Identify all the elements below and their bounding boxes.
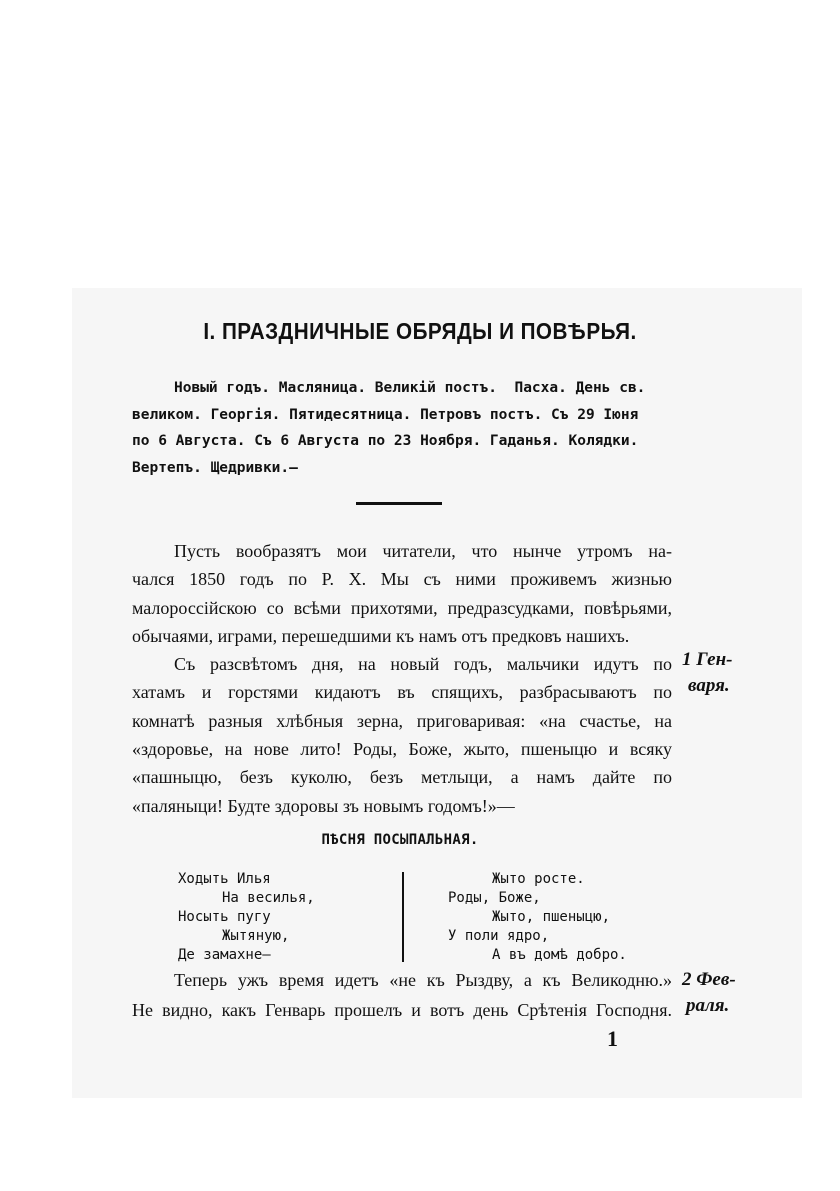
section-divider-rule	[356, 502, 442, 505]
body-paragraphs	[132, 537, 672, 820]
song-line: Ходыть Илья	[178, 871, 271, 887]
margin-note-february	[682, 967, 736, 1019]
summary-line: Новый годъ. Масляница. Великій постъ. Пасха. День св.	[174, 380, 646, 396]
song-line: Носыть пугу	[178, 909, 271, 925]
body-line: комнатѣ разныя хлѣбныя зерна, приговаривая: «на счастье, на	[132, 710, 672, 731]
song-title: ПѢСНЯ ПОСЫПАЛЬНАЯ.	[321, 832, 479, 848]
summary-line: великом. Георгія. Пятидесятница. Петровъ постъ. Съ 29 Іюня	[132, 406, 639, 423]
margin-note-line: 1 Ген-	[682, 649, 733, 670]
body-line: Пусть вообразятъ мои читатели, что нынче утромъ на-	[174, 541, 672, 561]
song-line: Жыто, пшеныцю,	[492, 909, 611, 925]
body-line: Не видно, какъ Генварь прошелъ и вотъ день Срѣтенія Господня.	[132, 1000, 672, 1020]
song-right-column	[448, 870, 627, 965]
song-left-column	[178, 870, 315, 965]
body-line: чался 1850 годъ по Р. Х. Мы съ ними проживемъ жизнью	[132, 569, 672, 590]
summary-line: по 6 Августа. Съ 6 Августа по 23 Ноября. Гаданья. Колядки.	[132, 433, 639, 449]
song-line: Жыто росте.	[492, 871, 585, 887]
summary-line: Вертепъ. Щедривки.—	[132, 459, 298, 476]
margin-note-line: раля.	[686, 995, 730, 1016]
body-line: «паляныци! Будте здоровы зъ новымъ годомъ!»—	[132, 795, 515, 816]
song-line: Роды, Боже,	[448, 890, 541, 906]
body-line: Теперь ужъ время идетъ «не къ Рыздву, а къ Великодню.»	[174, 970, 672, 990]
song-line: На весилья,	[222, 890, 315, 906]
body-line: малороссійскою со всѣми прихотями, предразсудками, повѣрьями,	[132, 597, 672, 618]
margin-note-line: варя.	[688, 675, 730, 696]
song-line: Де замахне—	[178, 947, 271, 963]
body-line: «здоровье, на нове лито! Роды, Боже, жыто, пшеныцю и всяку	[132, 739, 672, 760]
margin-note-line: 2 Фев-	[682, 969, 736, 990]
body-line: «пашныцю, безъ куколю, безъ метлыци, а намъ дайте по	[132, 767, 672, 788]
song-line: Жытяную,	[222, 928, 290, 944]
body-line: хатамъ и горстями кидаютъ въ спящихъ, разбрасываютъ по	[132, 682, 672, 703]
chapter-title: I. ПРАЗДНИЧНЫЕ ОБРЯДЫ И ПОВѢРЬЯ.	[203, 318, 637, 344]
body-line: обычаями, играми, перешедшими къ намъ отъ предковъ нашихъ.	[132, 625, 630, 646]
song-line: А въ домѣ добро.	[492, 947, 627, 963]
song-line: У поли ядро,	[448, 928, 550, 944]
closing-paragraph	[132, 965, 672, 1025]
song-column-divider	[402, 872, 404, 962]
page-number: 1	[607, 1026, 618, 1051]
chapter-summary	[132, 375, 672, 481]
body-line: Съ разсвѣтомъ дня, на новый годъ, мальчики идутъ по	[174, 654, 672, 675]
margin-note-january	[682, 647, 732, 699]
